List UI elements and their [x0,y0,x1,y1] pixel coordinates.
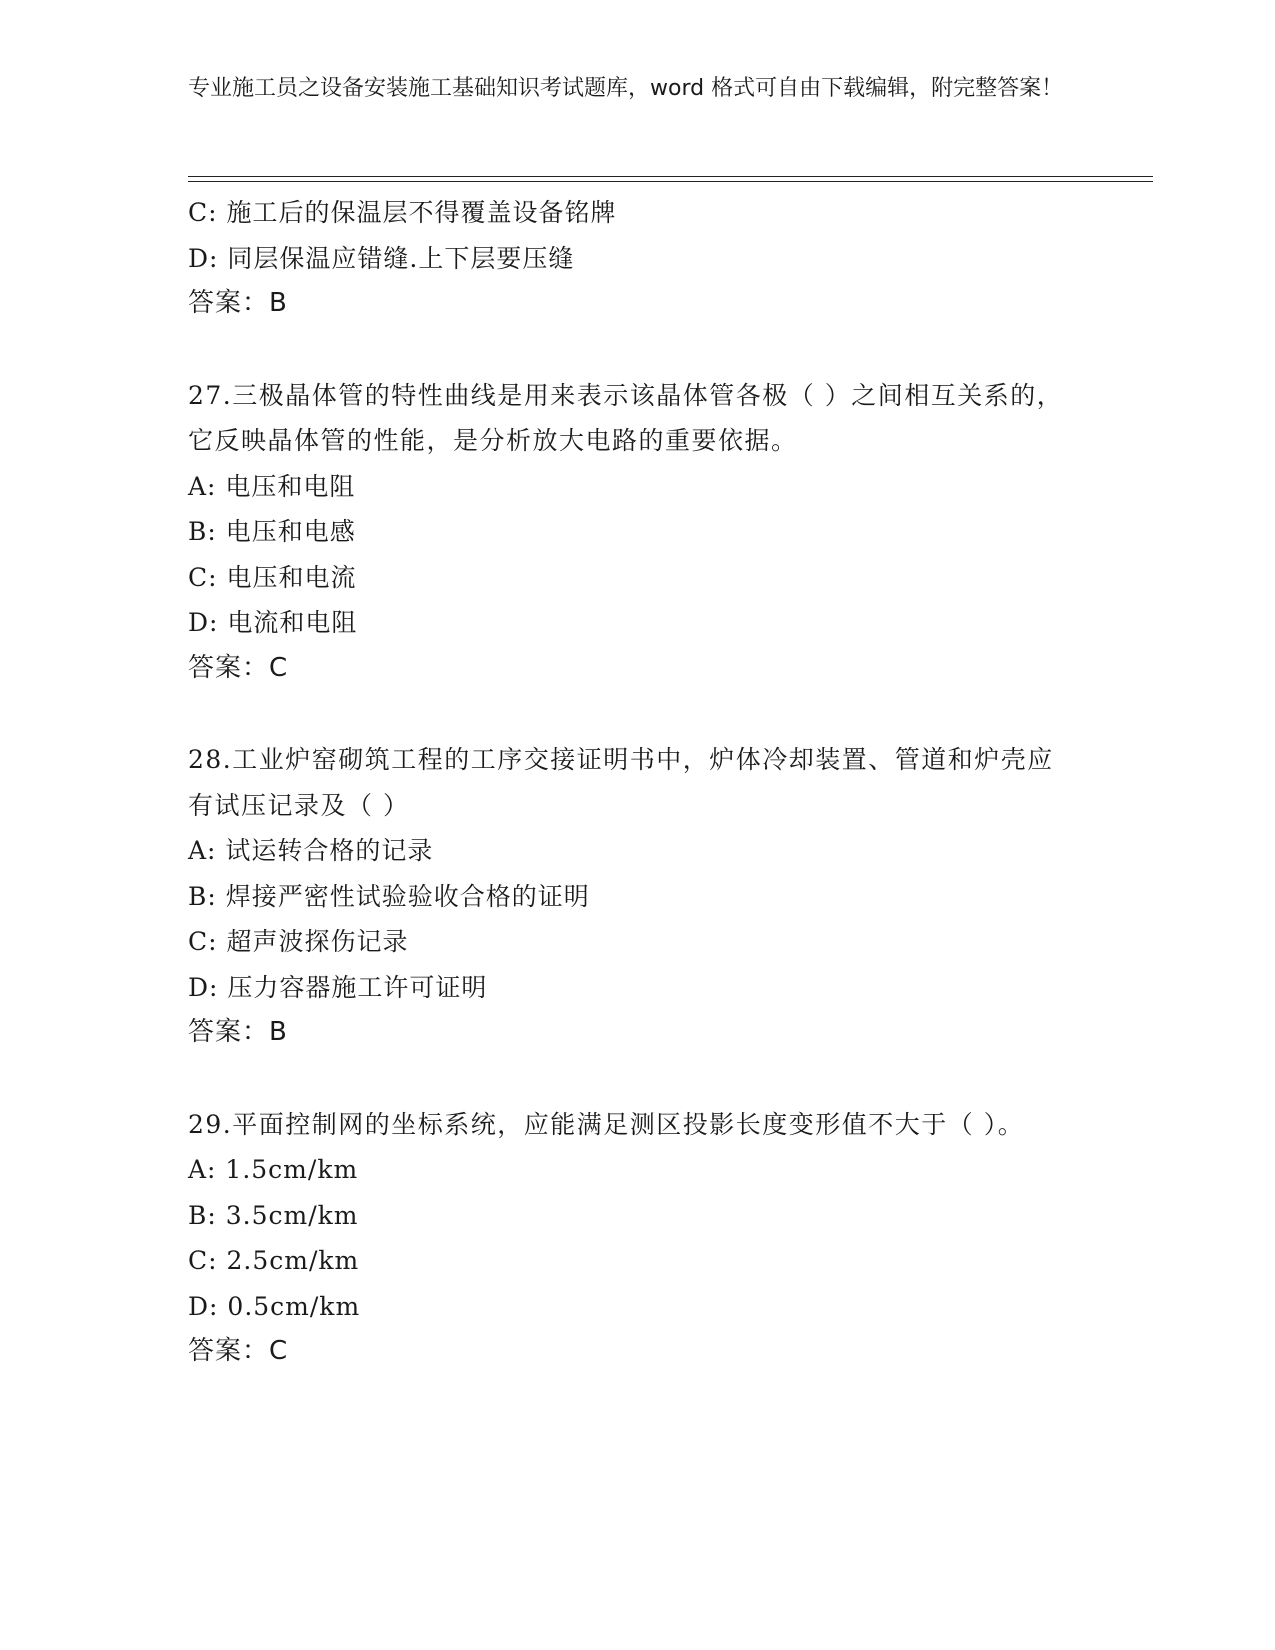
header-divider-bottom [188,181,1153,182]
question-26-continued [188,190,1088,327]
option-a: A: 试运转合格的记录 [188,836,434,865]
question-stem: 27.三极晶体管的特性曲线是用来表示该晶体管各极（ ）之间相互关系的，它反映晶体管的性能，是分析放大电路的重要依据。 [188,380,1064,455]
spacer [188,327,1088,373]
option-c: C: 超声波探伤记录 [188,927,409,956]
option-d: D: 同层保温应错缝.上下层要压缝 [188,243,575,273]
option-b: B: 3.5cm/km [188,1200,359,1230]
question-29 [188,1102,1088,1375]
question-28 [188,737,1088,1056]
option-c: C: 2.5cm/km [188,1246,360,1275]
option-d: D: 0.5cm/km [188,1291,361,1321]
question-stem: 28.工业炉窑砌筑工程的工序交接证明书中，炉体冷却装置、管道和炉壳应有试压记录及（ ） [188,745,1054,820]
option-c: C: 电压和电流 [188,562,357,592]
answer-label: 答案：C [188,1336,289,1366]
question-list [188,190,1088,1375]
document-header: 专业施工员之设备安装施工基础知识考试题库，word 格式可自由下载编辑，附完整答案！ [188,76,1064,101]
question-27 [188,373,1088,692]
answer-label: 答案：B [188,288,288,318]
option-d: D: 压力容器施工许可证明 [188,972,488,1002]
spacer [188,1056,1088,1102]
header-divider-top [188,176,1153,177]
answer-label: 答案：C [188,652,289,683]
option-d: D: 电流和电阻 [188,608,358,637]
option-c: C: 施工后的保温层不得覆盖设备铭牌 [188,198,617,227]
answer-label: 答案：B [188,1017,288,1047]
option-b: B: 焊接严密性试验验收合格的证明 [188,881,590,911]
question-stem: 29.平面控制网的坐标系统，应能满足测区投影长度变形值不大于（ ）。 [188,1109,1025,1139]
option-b: B: 电压和电感 [188,517,356,546]
spacer [188,691,1088,737]
option-a: A: 1.5cm/km [188,1155,359,1184]
option-a: A: 电压和电阻 [188,471,356,501]
